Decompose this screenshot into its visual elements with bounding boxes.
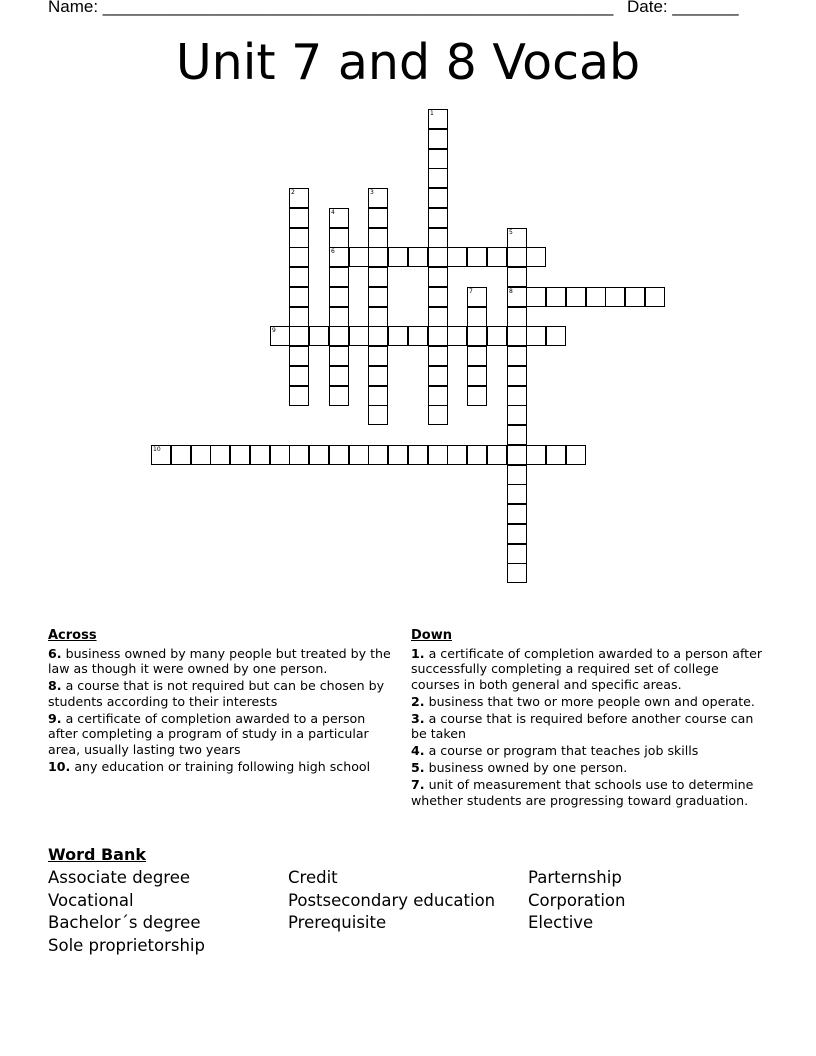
word-bank-heading: Word Bank	[48, 845, 147, 864]
crossword-cell[interactable]	[289, 307, 309, 327]
clue-number: 6.	[48, 645, 62, 661]
crossword-cell[interactable]	[428, 208, 448, 228]
across-clues	[48, 628, 393, 776]
crossword-cell[interactable]	[408, 326, 428, 346]
crossword-cell[interactable]	[349, 326, 369, 346]
crossword-cell[interactable]	[487, 445, 507, 465]
crossword-cell[interactable]	[289, 228, 309, 248]
crossword-cell[interactable]	[289, 267, 309, 287]
crossword-cell[interactable]	[447, 247, 467, 267]
word-bank-item: Postsecondary education	[288, 891, 496, 910]
word-bank-item: Elective	[528, 913, 594, 932]
crossword-cell[interactable]	[329, 208, 349, 228]
across-clue	[48, 678, 393, 709]
crossword-cell[interactable]	[329, 445, 349, 465]
clue-text: business owned by one person.	[428, 760, 628, 775]
crossword-cell[interactable]	[309, 445, 329, 465]
cell-number: 9	[272, 327, 276, 334]
crossword-cell[interactable]	[625, 287, 645, 307]
crossword-cell[interactable]	[368, 386, 388, 406]
clue-text: a course or program that teaches job skills	[428, 743, 699, 758]
crossword-cell[interactable]	[645, 287, 665, 307]
word-bank-item: Vocational	[48, 891, 134, 910]
clue-number: 7.	[411, 777, 425, 792]
crossword-cell[interactable]	[467, 307, 487, 327]
date-field-label: Date: _______	[627, 0, 739, 16]
clue-text: unit of measurement that schools use to determine whether students are progressing toward graduation.	[411, 777, 754, 808]
crossword-cell[interactable]	[428, 109, 448, 129]
crossword-cell[interactable]	[447, 445, 467, 465]
crossword-cell[interactable]	[309, 326, 329, 346]
cell-number: 5	[509, 229, 513, 236]
down-heading: Down	[411, 628, 452, 643]
crossword-cell[interactable]	[289, 287, 309, 307]
crossword-cell[interactable]	[368, 326, 388, 346]
crossword-cell[interactable]	[507, 307, 527, 327]
crossword-cell[interactable]	[428, 445, 448, 465]
crossword-cell[interactable]	[329, 228, 349, 248]
crossword-cell[interactable]	[428, 168, 448, 188]
clue-number: 5.	[411, 760, 425, 775]
clue-number: 9.	[48, 710, 62, 726]
crossword-cell[interactable]	[289, 346, 309, 366]
cell-number: 3	[370, 189, 374, 196]
crossword-cell[interactable]	[526, 287, 546, 307]
across-clue	[48, 711, 393, 758]
crossword-cell[interactable]	[289, 326, 309, 346]
crossword-cell[interactable]	[368, 445, 388, 465]
clue-number: 1.	[411, 645, 425, 661]
crossword-cell[interactable]	[467, 445, 487, 465]
crossword-cell[interactable]	[507, 267, 527, 287]
down-clue	[411, 646, 767, 693]
crossword-cell[interactable]	[408, 445, 428, 465]
crossword-cell[interactable]	[467, 386, 487, 406]
crossword-cell[interactable]	[329, 326, 349, 346]
crossword-cell[interactable]	[586, 287, 606, 307]
crossword-cell[interactable]	[428, 346, 448, 366]
down-clues	[411, 628, 767, 810]
crossword-cell[interactable]	[289, 208, 309, 228]
crossword-cell[interactable]	[605, 287, 625, 307]
clue-number: 10.	[48, 758, 71, 774]
cell-number: 2	[291, 189, 295, 196]
crossword-cell[interactable]	[507, 386, 527, 406]
crossword-cell[interactable]	[507, 544, 527, 564]
down-clue	[411, 711, 767, 742]
page-title: Unit 7 and 8 Vocab	[175, 34, 641, 91]
crossword-cell[interactable]	[368, 287, 388, 307]
crossword-cell[interactable]	[428, 228, 448, 248]
crossword-cell[interactable]	[329, 307, 349, 327]
crossword-cell[interactable]	[467, 326, 487, 346]
cell-number: 10	[153, 446, 161, 453]
crossword-cell[interactable]	[507, 247, 527, 267]
crossword-cell[interactable]	[546, 287, 566, 307]
crossword-cell[interactable]	[428, 247, 448, 267]
across-clue	[48, 646, 393, 677]
crossword-cell[interactable]	[368, 405, 388, 425]
crossword-cell[interactable]	[368, 267, 388, 287]
crossword-cell[interactable]	[230, 445, 250, 465]
crossword-cell[interactable]	[388, 445, 408, 465]
crossword-cell[interactable]	[428, 307, 448, 327]
clue-text: a certificate of completion awarded to a person after successfully completing a required set of college courses in both general and specific areas.	[411, 645, 763, 692]
crossword-cell[interactable]	[526, 445, 546, 465]
clue-text: a course that is required before another course can be taken	[411, 710, 754, 741]
crossword-cell[interactable]	[428, 326, 448, 346]
clue-text: any education or training following high school	[74, 758, 371, 774]
crossword-cell[interactable]	[250, 445, 270, 465]
cell-number: 4	[331, 209, 335, 216]
crossword-cell[interactable]	[546, 445, 566, 465]
clue-text: business owned by many people but treated by the law as though it were owned by one person.	[48, 645, 391, 676]
crossword-cell[interactable]	[151, 445, 171, 465]
crossword-cell[interactable]	[368, 346, 388, 366]
crossword-cell[interactable]	[546, 326, 566, 346]
word-bank-item: Prerequisite	[288, 913, 387, 932]
crossword-cell[interactable]	[487, 326, 507, 346]
crossword-cell[interactable]	[507, 465, 527, 485]
crossword-cell[interactable]	[368, 247, 388, 267]
crossword-cell[interactable]	[467, 366, 487, 386]
crossword-cell[interactable]	[507, 287, 527, 307]
down-clue	[411, 743, 767, 759]
cell-number: 7	[469, 288, 473, 295]
crossword-cell[interactable]	[507, 366, 527, 386]
across-clue	[48, 759, 393, 775]
crossword-cell[interactable]	[289, 188, 309, 208]
crossword-cell[interactable]	[191, 445, 211, 465]
crossword-cell[interactable]	[507, 563, 527, 583]
word-bank-item: Bachelor´s degree	[48, 913, 201, 932]
down-clue	[411, 777, 767, 808]
crossword-cell[interactable]	[507, 228, 527, 248]
crossword-cell[interactable]	[467, 247, 487, 267]
cell-number: 6	[331, 248, 335, 255]
crossword-cell[interactable]	[507, 346, 527, 366]
word-bank-item: Parternship	[528, 868, 622, 887]
across-heading: Across	[48, 628, 97, 643]
crossword-cell[interactable]	[368, 208, 388, 228]
crossword-cell[interactable]	[507, 484, 527, 504]
word-bank-item: Associate degree	[48, 868, 191, 887]
crossword-cell[interactable]	[388, 326, 408, 346]
crossword-cell[interactable]	[408, 247, 428, 267]
crossword-cell[interactable]	[428, 386, 448, 406]
crossword-cell[interactable]	[447, 326, 467, 346]
crossword-cell[interactable]	[566, 287, 586, 307]
crossword-cell[interactable]	[507, 326, 527, 346]
crossword-cell[interactable]	[329, 287, 349, 307]
clue-number: 8.	[48, 678, 62, 693]
crossword-cell[interactable]	[349, 247, 369, 267]
crossword-cell[interactable]	[428, 129, 448, 149]
crossword-cell[interactable]	[428, 149, 448, 169]
word-bank-item: Corporation	[528, 891, 626, 910]
crossword-cell[interactable]	[289, 386, 309, 406]
down-clue	[411, 694, 767, 710]
crossword-cell[interactable]	[329, 366, 349, 386]
crossword-cell[interactable]	[329, 247, 349, 267]
clue-number: 3.	[411, 710, 425, 726]
crossword-cell[interactable]	[368, 228, 388, 248]
crossword-cell[interactable]	[428, 287, 448, 307]
crossword-cell[interactable]	[507, 445, 527, 465]
crossword-cell[interactable]	[428, 267, 448, 287]
clue-number: 2.	[411, 693, 425, 709]
crossword-cell[interactable]	[349, 445, 369, 465]
crossword-cell[interactable]	[270, 445, 290, 465]
crossword-cell[interactable]	[507, 405, 527, 425]
crossword-cell[interactable]	[329, 267, 349, 287]
down-clue	[411, 760, 767, 776]
crossword-cell[interactable]	[467, 346, 487, 366]
crossword-cell[interactable]	[467, 287, 487, 307]
clue-number: 4.	[411, 743, 425, 758]
name-field-label: Name: ______________________________________________________	[48, 0, 614, 16]
crossword-cell[interactable]	[566, 445, 586, 465]
clue-text: a certificate of completion awarded to a person after completing a program of study in a particular area, usually lasting two years	[48, 710, 369, 757]
crossword-cell[interactable]	[329, 386, 349, 406]
cell-number: 1	[430, 110, 434, 117]
crossword-cell[interactable]	[171, 445, 191, 465]
crossword-cell[interactable]	[368, 188, 388, 208]
crossword-cell[interactable]	[270, 326, 290, 346]
crossword-cell[interactable]	[289, 247, 309, 267]
clue-text: a course that is not required but can be chosen by students according to their interests	[48, 678, 385, 709]
crossword-cell[interactable]	[210, 445, 230, 465]
crossword-cell[interactable]	[526, 326, 546, 346]
crossword-cell[interactable]	[329, 346, 349, 366]
crossword-cell[interactable]	[428, 366, 448, 386]
crossword-cell[interactable]	[487, 247, 507, 267]
crossword-cell[interactable]	[368, 307, 388, 327]
clue-text: business that two or more people own and operate.	[428, 693, 755, 709]
crossword-cell[interactable]	[526, 247, 546, 267]
crossword-cell[interactable]	[428, 405, 448, 425]
word-bank-item: Sole proprietorship	[48, 936, 205, 955]
crossword-cell[interactable]	[289, 366, 309, 386]
word-bank-item: Credit	[288, 868, 338, 887]
cell-number: 8	[509, 288, 513, 295]
crossword-cell[interactable]	[507, 504, 527, 524]
crossword-cell[interactable]	[289, 445, 309, 465]
crossword-cell[interactable]	[507, 425, 527, 445]
crossword-cell[interactable]	[388, 247, 408, 267]
crossword-cell[interactable]	[368, 366, 388, 386]
crossword-cell[interactable]	[428, 188, 448, 208]
crossword-cell[interactable]	[507, 524, 527, 544]
